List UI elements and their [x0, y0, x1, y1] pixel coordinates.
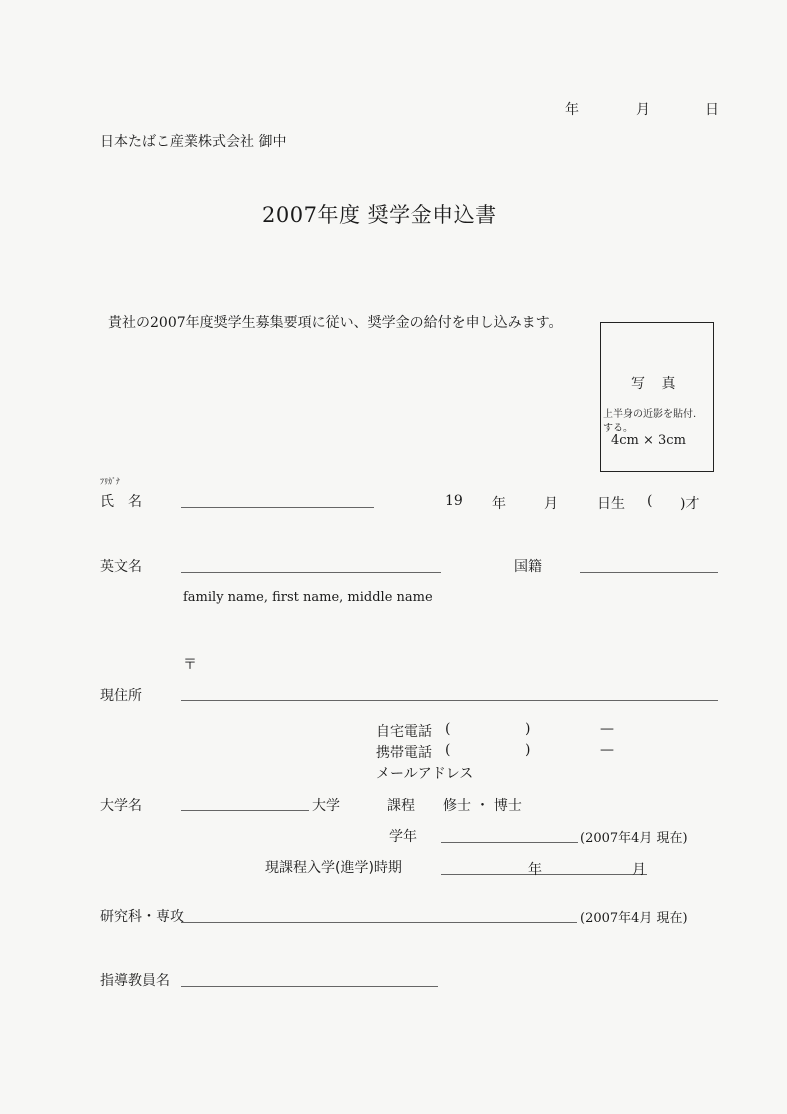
form-title: 2007年度 奨学金申込書	[262, 203, 497, 227]
photo-instruction-2: する。	[603, 423, 633, 434]
department-field[interactable]	[181, 922, 577, 923]
date-month-label: 月	[636, 102, 650, 118]
advisor-field[interactable]	[181, 986, 438, 987]
enrollment-field[interactable]	[441, 874, 647, 875]
department-as-of: (2007年4月 現在)	[580, 911, 688, 926]
birth-day-label: 日生	[597, 496, 625, 512]
home-phone-label: 自宅電話	[376, 724, 432, 740]
home-phone-dash: —	[600, 721, 614, 737]
home-phone-open: (	[445, 721, 451, 737]
birth-year-label: 年	[492, 496, 506, 512]
mobile-phone-label: 携帯電話	[376, 745, 432, 761]
age-open: (	[647, 493, 653, 509]
birth-month-label: 月	[544, 496, 558, 512]
english-name-hint: family name, first name, middle name	[183, 590, 433, 605]
advisor-label: 指導教員名	[100, 973, 170, 989]
grade-label: 学年	[389, 829, 417, 845]
photo-instruction: 上半身の近影を貼付.	[603, 409, 697, 420]
enrollment-label: 現課程入学(進学)時期	[265, 860, 402, 876]
postal-mark: 〒	[183, 657, 197, 673]
grade-field[interactable]	[441, 842, 578, 843]
university-suffix: 大学	[312, 798, 340, 814]
furigana-label: ﾌﾘｶﾞﾅ	[100, 477, 120, 486]
english-name-label: 英文名	[100, 559, 142, 575]
name-label: 氏 名	[100, 494, 142, 510]
intro-text: 貴社の2007年度奨学生募集要項に従い、奨学金の給付を申し込みます。	[108, 315, 563, 331]
home-phone-close: )	[525, 721, 531, 737]
date-day-label: 日	[705, 102, 719, 118]
enrollment-year-label: 年	[528, 862, 542, 878]
mobile-phone-dash: —	[600, 742, 614, 758]
photo-size: 4cm × 3cm	[611, 433, 686, 448]
address-label: 現住所	[100, 688, 142, 704]
university-label: 大学名	[100, 798, 142, 814]
name-field[interactable]	[181, 507, 374, 508]
age-close: )才	[680, 496, 700, 512]
mobile-phone-close: )	[525, 742, 531, 758]
photo-title: 写 真	[631, 376, 682, 392]
grade-as-of: (2007年4月 現在)	[580, 831, 688, 846]
nationality-field[interactable]	[580, 572, 718, 573]
email-label: メールアドレス	[376, 766, 474, 782]
birth-era: 19	[445, 493, 463, 509]
department-label: 研究科・専攻	[100, 909, 184, 925]
addressee: 日本たばこ産業株式会社 御中	[100, 134, 287, 150]
university-field[interactable]	[181, 810, 309, 811]
photo-area[interactable]	[600, 322, 714, 472]
course-label: 課程	[387, 798, 415, 814]
course-options[interactable]: 修士 ・ 博士	[443, 798, 522, 814]
mobile-phone-open: (	[445, 742, 451, 758]
enrollment-month-label: 月	[632, 862, 646, 878]
address-field[interactable]	[181, 700, 718, 701]
date-year-label: 年	[565, 102, 579, 118]
english-name-field[interactable]	[181, 572, 441, 573]
nationality-label: 国籍	[514, 559, 542, 575]
